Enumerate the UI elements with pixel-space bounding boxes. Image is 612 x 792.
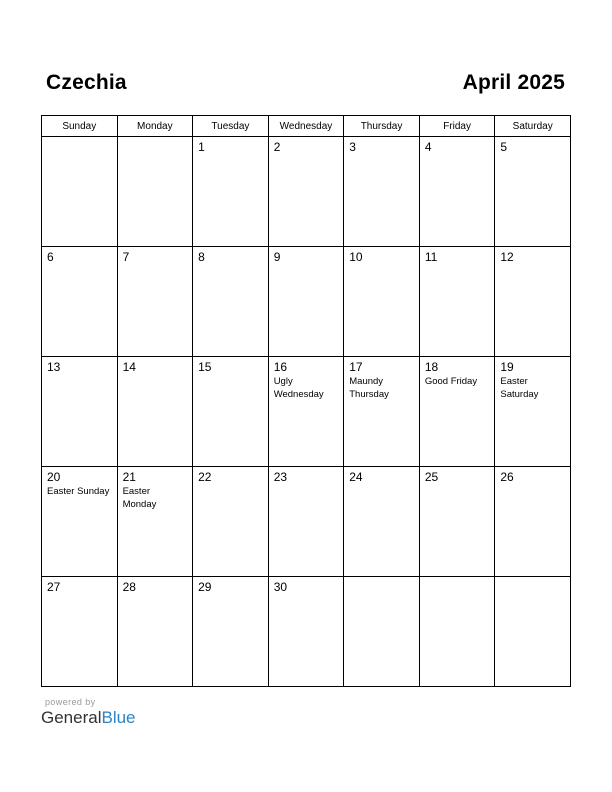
day-number: 11 (424, 250, 438, 264)
week-row (42, 467, 571, 577)
week-row (42, 137, 571, 247)
day-cell (268, 357, 344, 467)
day-cell (42, 467, 118, 577)
day-number: 27 (47, 580, 61, 594)
week-row (42, 247, 571, 357)
day-cell (344, 467, 420, 577)
powered-by-text: powered by (45, 697, 96, 707)
day-cell (117, 577, 193, 687)
day-number: 16 (273, 360, 288, 374)
holiday-label: Maundy Thursday (349, 376, 389, 400)
day-cell (268, 247, 344, 357)
day-cell (268, 577, 344, 687)
day-number: 21 (122, 470, 136, 484)
day-number: 5 (500, 140, 508, 154)
day-cell (193, 137, 269, 247)
calendar-grid (41, 115, 571, 687)
day-number: 23 (273, 470, 288, 484)
day-cell (193, 357, 269, 467)
day-number: 6 (47, 250, 54, 264)
weekday-wednesday: Wednesday (268, 116, 344, 137)
brand-general-text: General (41, 708, 102, 727)
empty-day-cell (117, 137, 193, 247)
weekday-tuesday: Tuesday (193, 116, 269, 137)
day-cell (419, 467, 495, 577)
day-cell (117, 247, 193, 357)
day-cell (193, 247, 269, 357)
day-number: 24 (349, 470, 363, 484)
holiday-label: Good Friday (424, 376, 478, 387)
week-row (42, 577, 571, 687)
day-cell (117, 467, 193, 577)
day-number: 17 (349, 360, 363, 374)
day-cell (42, 247, 118, 357)
day-cell (117, 357, 193, 467)
empty-day-cell (495, 577, 571, 687)
month-year-title: April 2025 (462, 71, 565, 94)
holiday-label: Ugly Wednesday (273, 376, 324, 400)
day-cell (419, 247, 495, 357)
day-cell (344, 247, 420, 357)
day-number: 26 (500, 470, 514, 484)
empty-day-cell (419, 577, 495, 687)
day-number: 4 (424, 140, 432, 154)
day-cell (495, 357, 571, 467)
day-number: 25 (424, 470, 439, 484)
day-number: 22 (198, 470, 212, 484)
holiday-label: Easter Monday (122, 486, 157, 510)
generalblue-logo (41, 708, 136, 728)
day-number: 28 (122, 580, 136, 594)
empty-day-cell (42, 137, 118, 247)
day-cell (495, 137, 571, 247)
day-cell (42, 357, 118, 467)
day-number: 3 (349, 140, 356, 154)
weekday-thursday: Thursday (344, 116, 420, 137)
day-number: 20 (47, 470, 61, 484)
weekday-saturday: Saturday (495, 116, 571, 137)
holiday-label: Easter Sunday (47, 486, 110, 497)
country-title: Czechia (46, 71, 127, 94)
day-cell (344, 137, 420, 247)
day-number: 1 (198, 140, 205, 154)
day-cell (268, 467, 344, 577)
day-number: 18 (424, 360, 439, 374)
day-cell (495, 467, 571, 577)
day-number: 12 (500, 250, 514, 264)
day-number: 2 (273, 140, 281, 154)
day-number: 19 (500, 360, 514, 374)
day-number: 29 (198, 580, 212, 594)
day-number: 30 (273, 580, 288, 594)
day-number: 15 (198, 360, 212, 374)
weekday-friday: Friday (419, 116, 495, 137)
day-number: 9 (273, 250, 281, 264)
holiday-label: Easter Saturday (500, 376, 539, 400)
brand-blue-text: Blue (101, 708, 136, 727)
day-cell (419, 357, 495, 467)
week-row (42, 357, 571, 467)
day-number: 7 (122, 250, 130, 264)
day-cell (344, 357, 420, 467)
day-cell (268, 137, 344, 247)
day-cell (419, 137, 495, 247)
day-number: 8 (198, 250, 205, 264)
weekday-sunday: Sunday (42, 116, 118, 137)
weekday-monday: Monday (117, 116, 193, 137)
day-number: 13 (47, 360, 61, 374)
day-cell (193, 577, 269, 687)
empty-day-cell (344, 577, 420, 687)
day-number: 10 (349, 250, 363, 264)
day-cell (193, 467, 269, 577)
weekday-header-row (42, 116, 571, 137)
day-number: 14 (122, 360, 136, 374)
day-cell (495, 247, 571, 357)
day-cell (42, 577, 118, 687)
